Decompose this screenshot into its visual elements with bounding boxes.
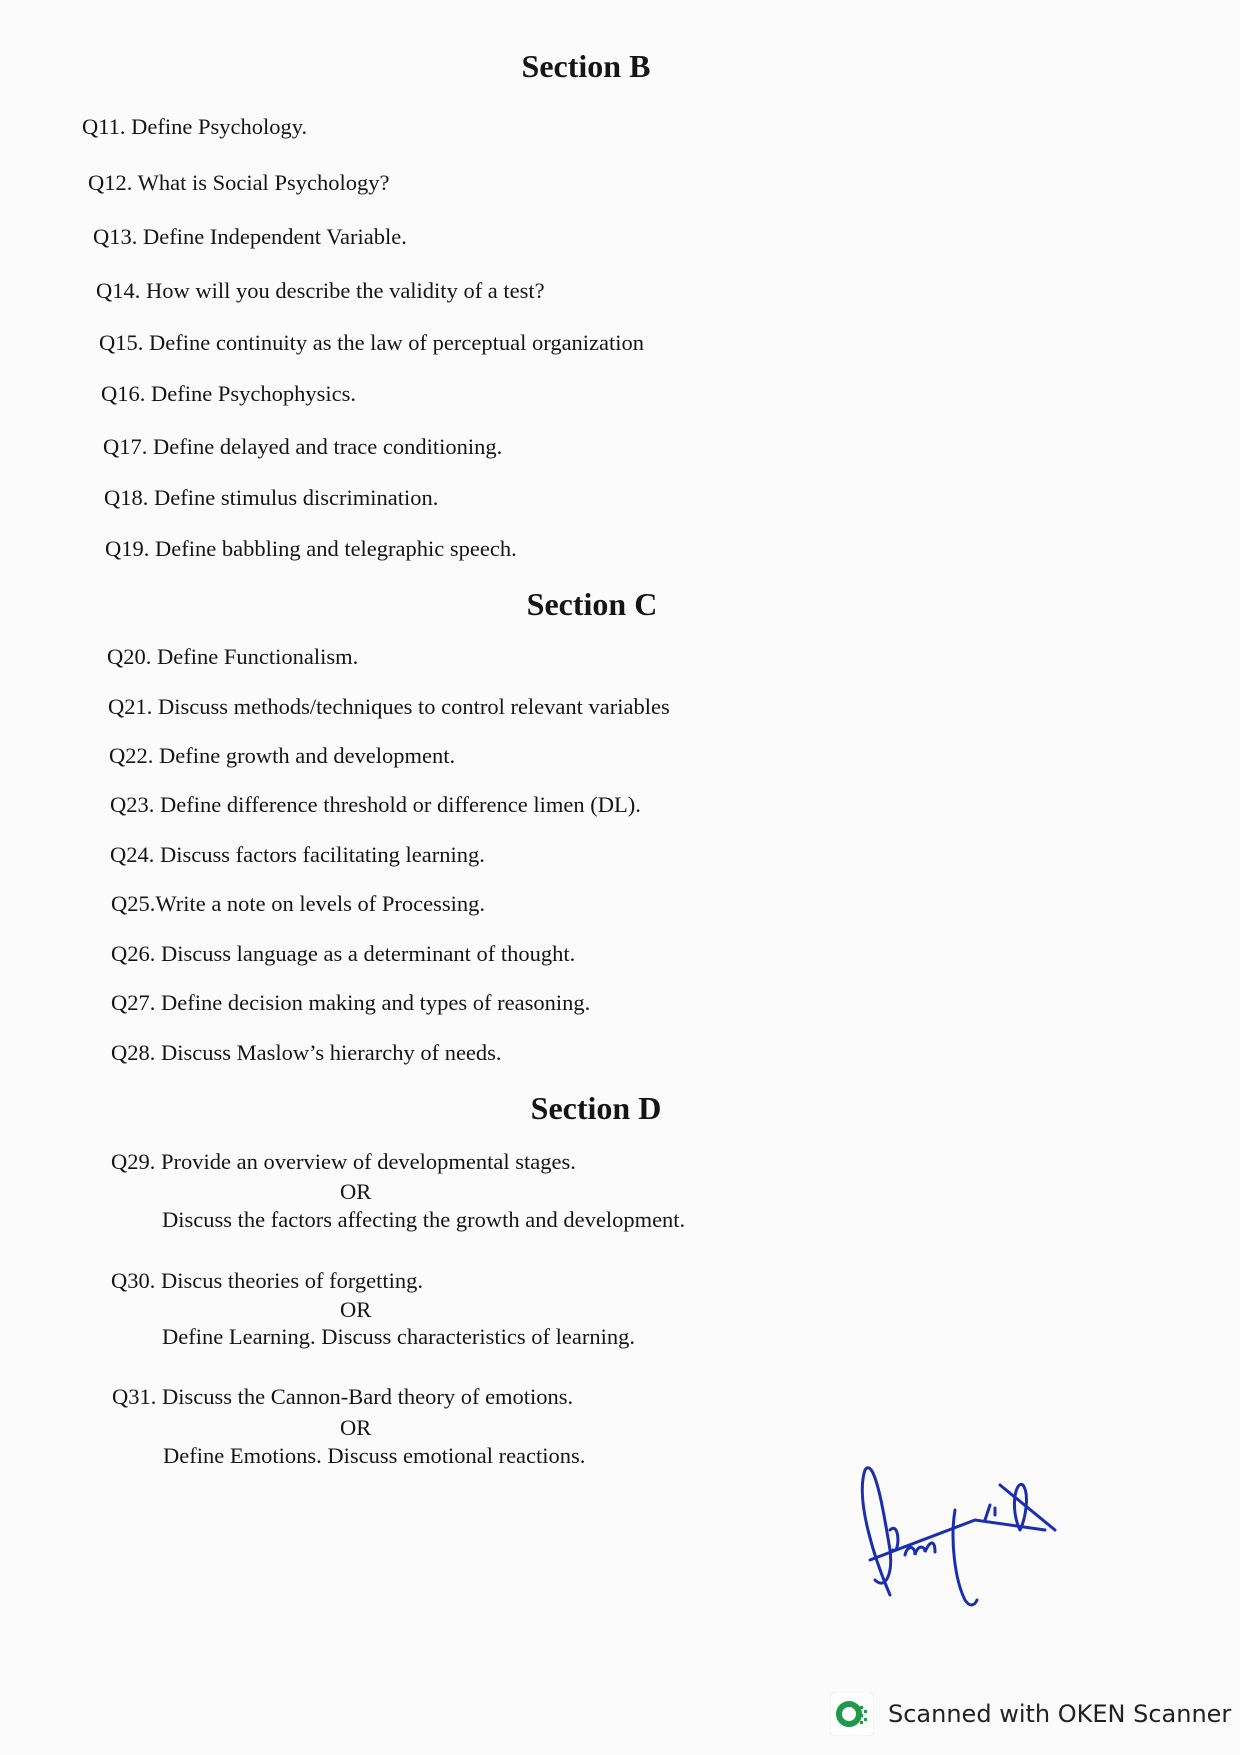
question-q29: Q29. Provide an overview of developmental stages. [111,1149,576,1174]
question-q31: Q31. Discuss the Cannon-Bard theory of emotions. [112,1384,574,1409]
question-q14: Q14. How will you describe the validity of a test? [96,278,545,303]
question-q26: Q26. Discuss language as a determinant of thought. [111,941,576,966]
question-q16: Q16. Define Psychophysics. [101,381,356,406]
question-q23: Q23. Define difference threshold or difference limen (DL). [110,792,641,817]
question-q21: Q21. Discuss methods/techniques to control relevant variables [108,694,670,719]
or-label: OR [340,1297,372,1322]
question-q29-alt: Discuss the factors affecting the growth and development. [162,1207,686,1232]
section-d-heading: Section D [530,1090,662,1126]
scanner-watermark [830,1692,1231,1736]
scanner-text: Scanned with OKEN Scanner [888,1700,1232,1728]
question-q30: Q30. Discus theories of forgetting. [111,1268,424,1293]
question-q31-alt: Define Emotions. Discuss emotional reactions. [163,1443,586,1468]
question-q19: Q19. Define babbling and telegraphic speech. [105,536,517,561]
question-q12: Q12. What is Social Psychology? [88,170,390,195]
section-c-heading: Section C [526,586,658,622]
question-q18: Q18. Define stimulus discrimination. [104,485,439,510]
oken-scanner-logo-icon [830,1692,874,1736]
or-label: OR [340,1179,372,1204]
signature-icon [845,1460,1065,1620]
question-q17: Q17. Define delayed and trace conditioning. [103,434,503,459]
section-b-heading: Section B [521,48,651,84]
question-q15: Q15. Define continuity as the law of perceptual organization [99,330,645,355]
question-q20: Q20. Define Functionalism. [107,644,359,669]
question-q25: Q25.Write a note on levels of Processing. [111,891,486,916]
question-q13: Q13. Define Independent Variable. [93,224,407,249]
question-q22: Q22. Define growth and development. [109,743,456,768]
question-q24: Q24. Discuss factors facilitating learning. [110,842,485,867]
question-q11: Q11. Define Psychology. [82,114,308,139]
or-label: OR [340,1415,372,1440]
question-q30-alt: Define Learning. Discuss characteristics of learning. [162,1324,635,1349]
question-q27: Q27. Define decision making and types of reasoning. [111,990,591,1015]
question-q28: Q28. Discuss Maslow’s hierarchy of needs. [111,1040,502,1065]
